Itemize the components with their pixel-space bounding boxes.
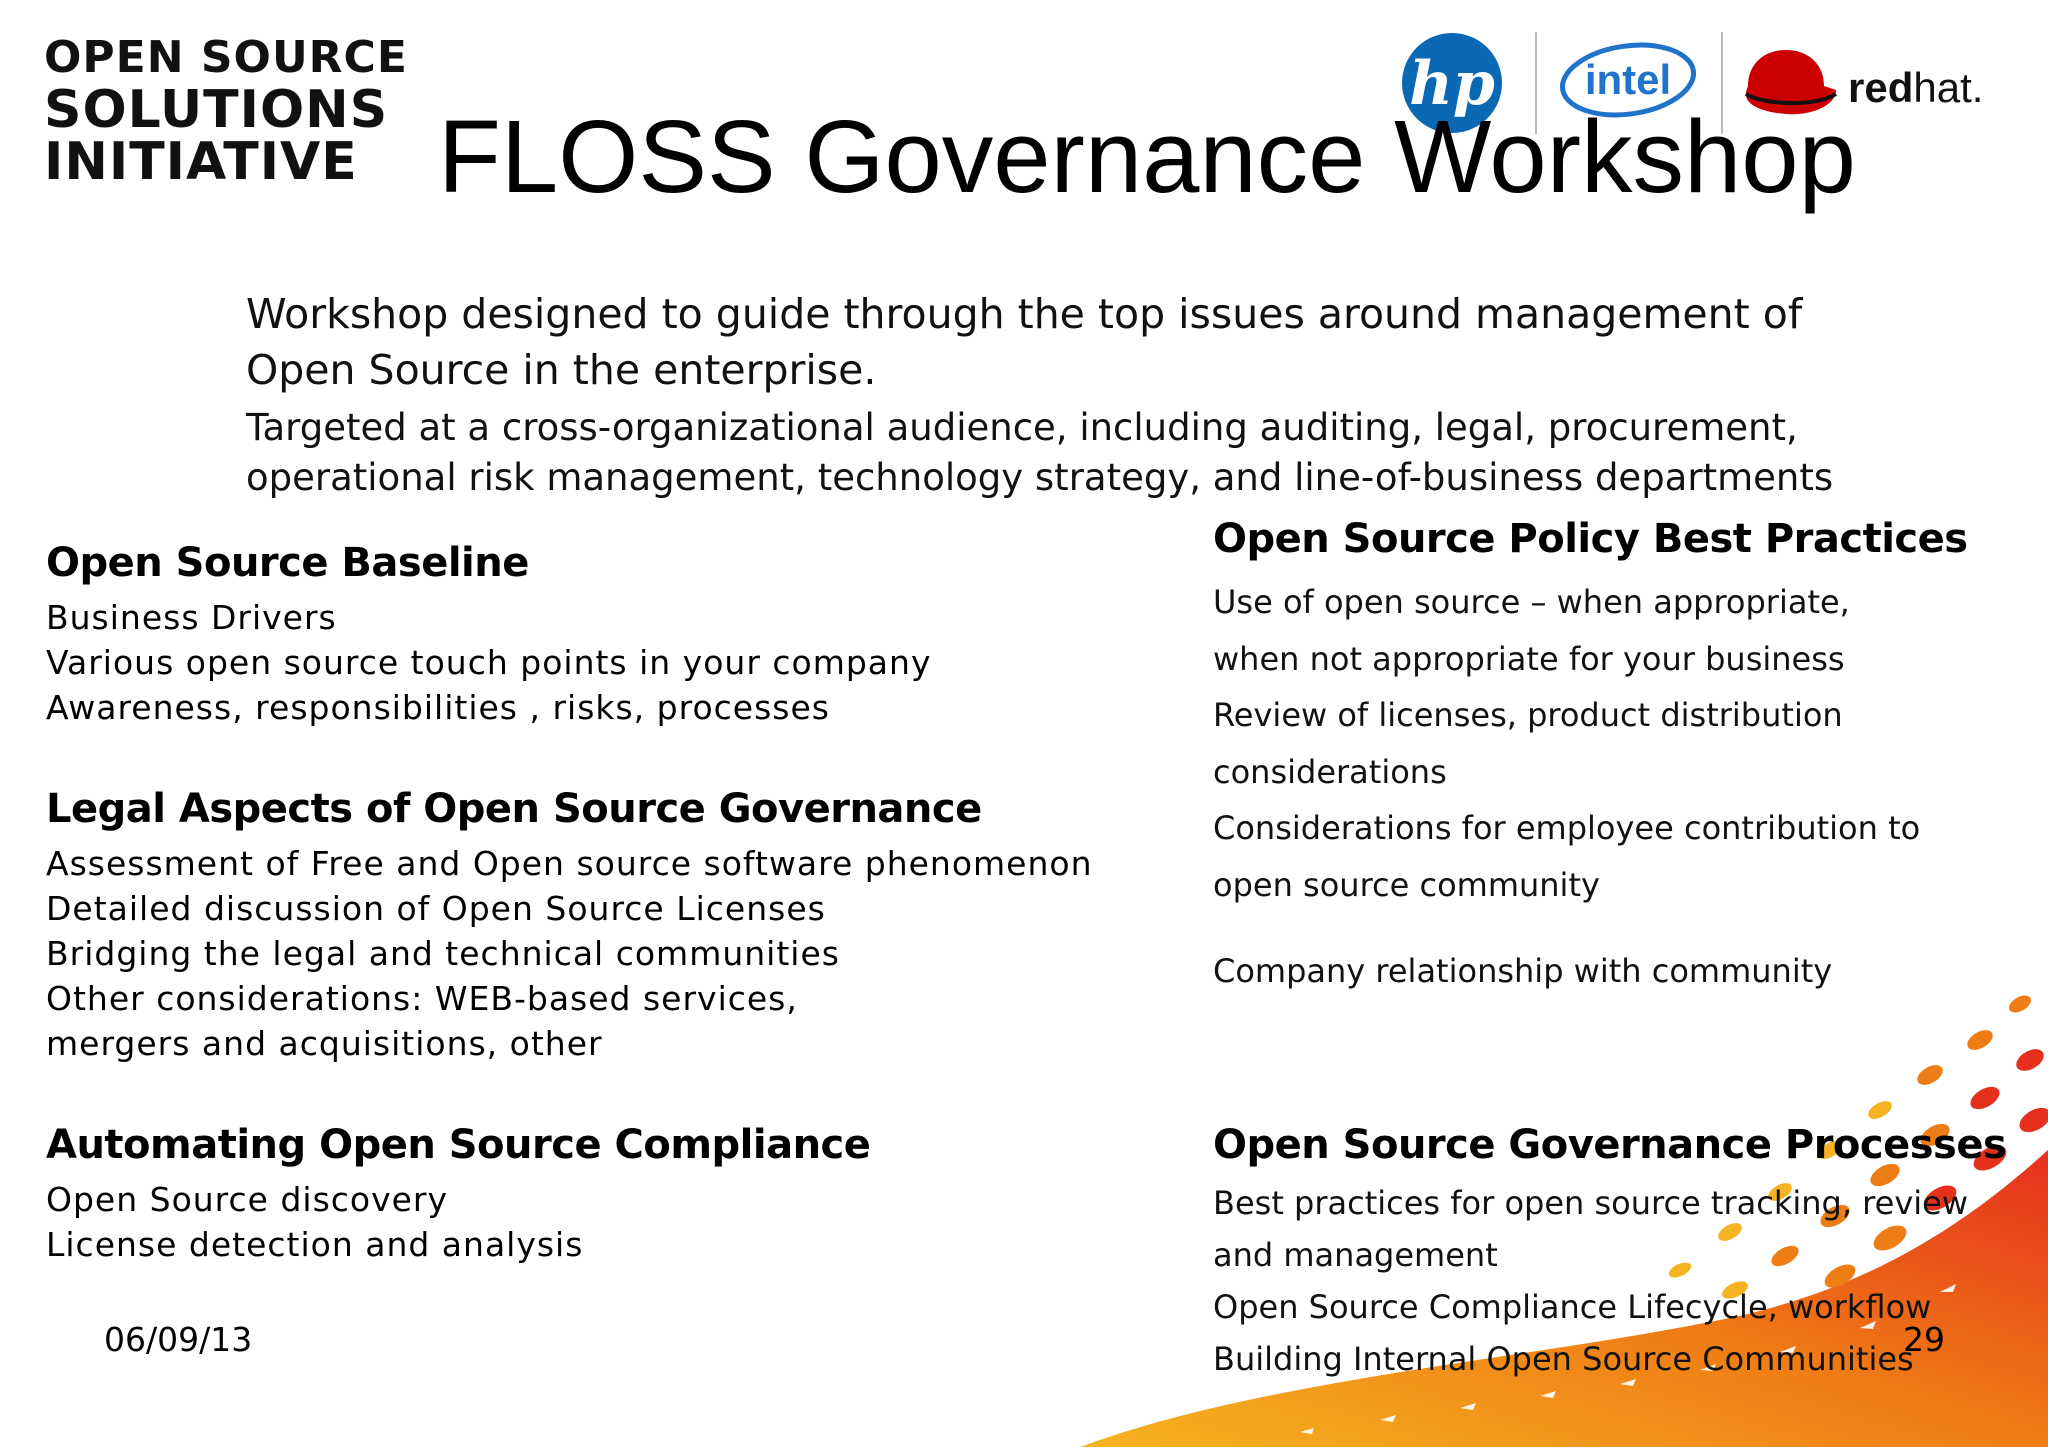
slide-title: FLOSS Governance Workshop xyxy=(438,99,1856,214)
policy-item: when not appropriate for your business xyxy=(1213,640,1845,678)
legal-item: Detailed discussion of Open Source Licenses xyxy=(46,889,826,928)
intro-line-3: Targeted at a cross-organizational audience, including auditing, legal, procurement, xyxy=(246,406,1798,449)
automating-item: Open Source discovery xyxy=(46,1180,449,1219)
section-heading-automating: Automating Open Source Compliance xyxy=(46,1122,871,1168)
automating-item: License detection and analysis xyxy=(46,1225,584,1264)
processes-item: Building Internal Open Source Communities xyxy=(1213,1340,1914,1378)
policy-item: open source community xyxy=(1213,866,1600,904)
baseline-item: Business Drivers xyxy=(46,598,337,637)
legal-item: Other considerations: WEB-based services, xyxy=(46,979,798,1018)
legal-item: mergers and acquisitions, other xyxy=(46,1024,603,1063)
osi-logo-line-3: INITIATIVE xyxy=(44,132,358,192)
policy-item: Company relationship with community xyxy=(1213,952,1833,990)
policy-item: Use of open source – when appropriate, xyxy=(1213,583,1850,621)
section-heading-legal: Legal Aspects of Open Source Governance xyxy=(46,786,982,832)
redhat-logo-text: redhat. xyxy=(1848,64,1984,111)
policy-item: Review of licenses, product distribution xyxy=(1213,696,1843,734)
intro-line-4: operational risk management, technology strategy, and line-of-business departments xyxy=(246,456,1834,499)
legal-item: Bridging the legal and technical communities xyxy=(46,934,840,973)
processes-item: Best practices for open source tracking, review xyxy=(1213,1184,1968,1222)
intro-line-2: Open Source in the enterprise. xyxy=(246,346,877,394)
footer-date: 06/09/13 xyxy=(104,1320,253,1359)
osi-logo xyxy=(44,32,414,192)
osi-logo-line-2: SOLUTIONS xyxy=(44,80,389,140)
intel-logo-text: intel xyxy=(1584,56,1672,103)
policy-item: Considerations for employee contribution to xyxy=(1213,809,1921,847)
hp-logo-text: hp xyxy=(1409,49,1495,119)
processes-item: Open Source Compliance Lifecycle, workflow xyxy=(1213,1288,1932,1326)
baseline-item: Various open source touch points in your company xyxy=(46,643,932,682)
section-heading-policy: Open Source Policy Best Practices xyxy=(1213,516,1968,562)
section-heading-baseline: Open Source Baseline xyxy=(46,540,529,586)
baseline-item: Awareness, responsibilities , risks, processes xyxy=(46,688,830,727)
osi-logo-line-1: OPEN SOURCE xyxy=(44,32,408,83)
page-number: 29 xyxy=(1903,1320,1945,1359)
policy-item: considerations xyxy=(1213,753,1447,791)
processes-item: and management xyxy=(1213,1236,1498,1274)
intro-line-1: Workshop designed to guide through the top issues around management of xyxy=(246,290,1803,338)
section-heading-processes: Open Source Governance Processes xyxy=(1213,1122,2007,1168)
legal-item: Assessment of Free and Open source software phenomenon xyxy=(46,844,1093,883)
